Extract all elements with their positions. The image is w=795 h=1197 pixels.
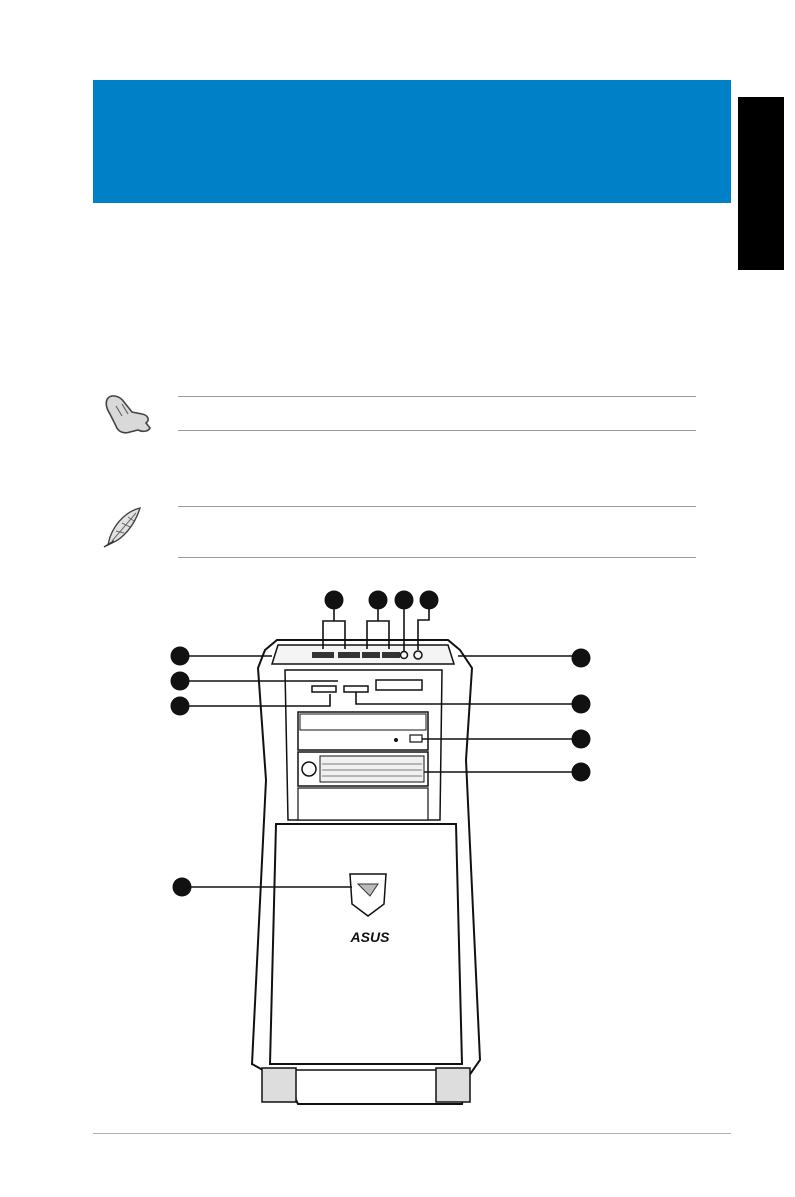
front-panel-diagram	[0, 580, 795, 1140]
asus-logo: ASUS	[350, 929, 390, 945]
language-side-tab	[738, 97, 784, 270]
footer-rule	[93, 1133, 731, 1134]
chapter-header-banner	[93, 80, 731, 203]
hand-pointing-icon	[102, 392, 154, 436]
note-bottom-rule	[178, 430, 696, 431]
note2-top-rule	[178, 506, 696, 507]
feather-pen-icon	[100, 505, 146, 551]
note2-bottom-rule	[178, 557, 696, 558]
note-top-rule	[178, 396, 696, 397]
